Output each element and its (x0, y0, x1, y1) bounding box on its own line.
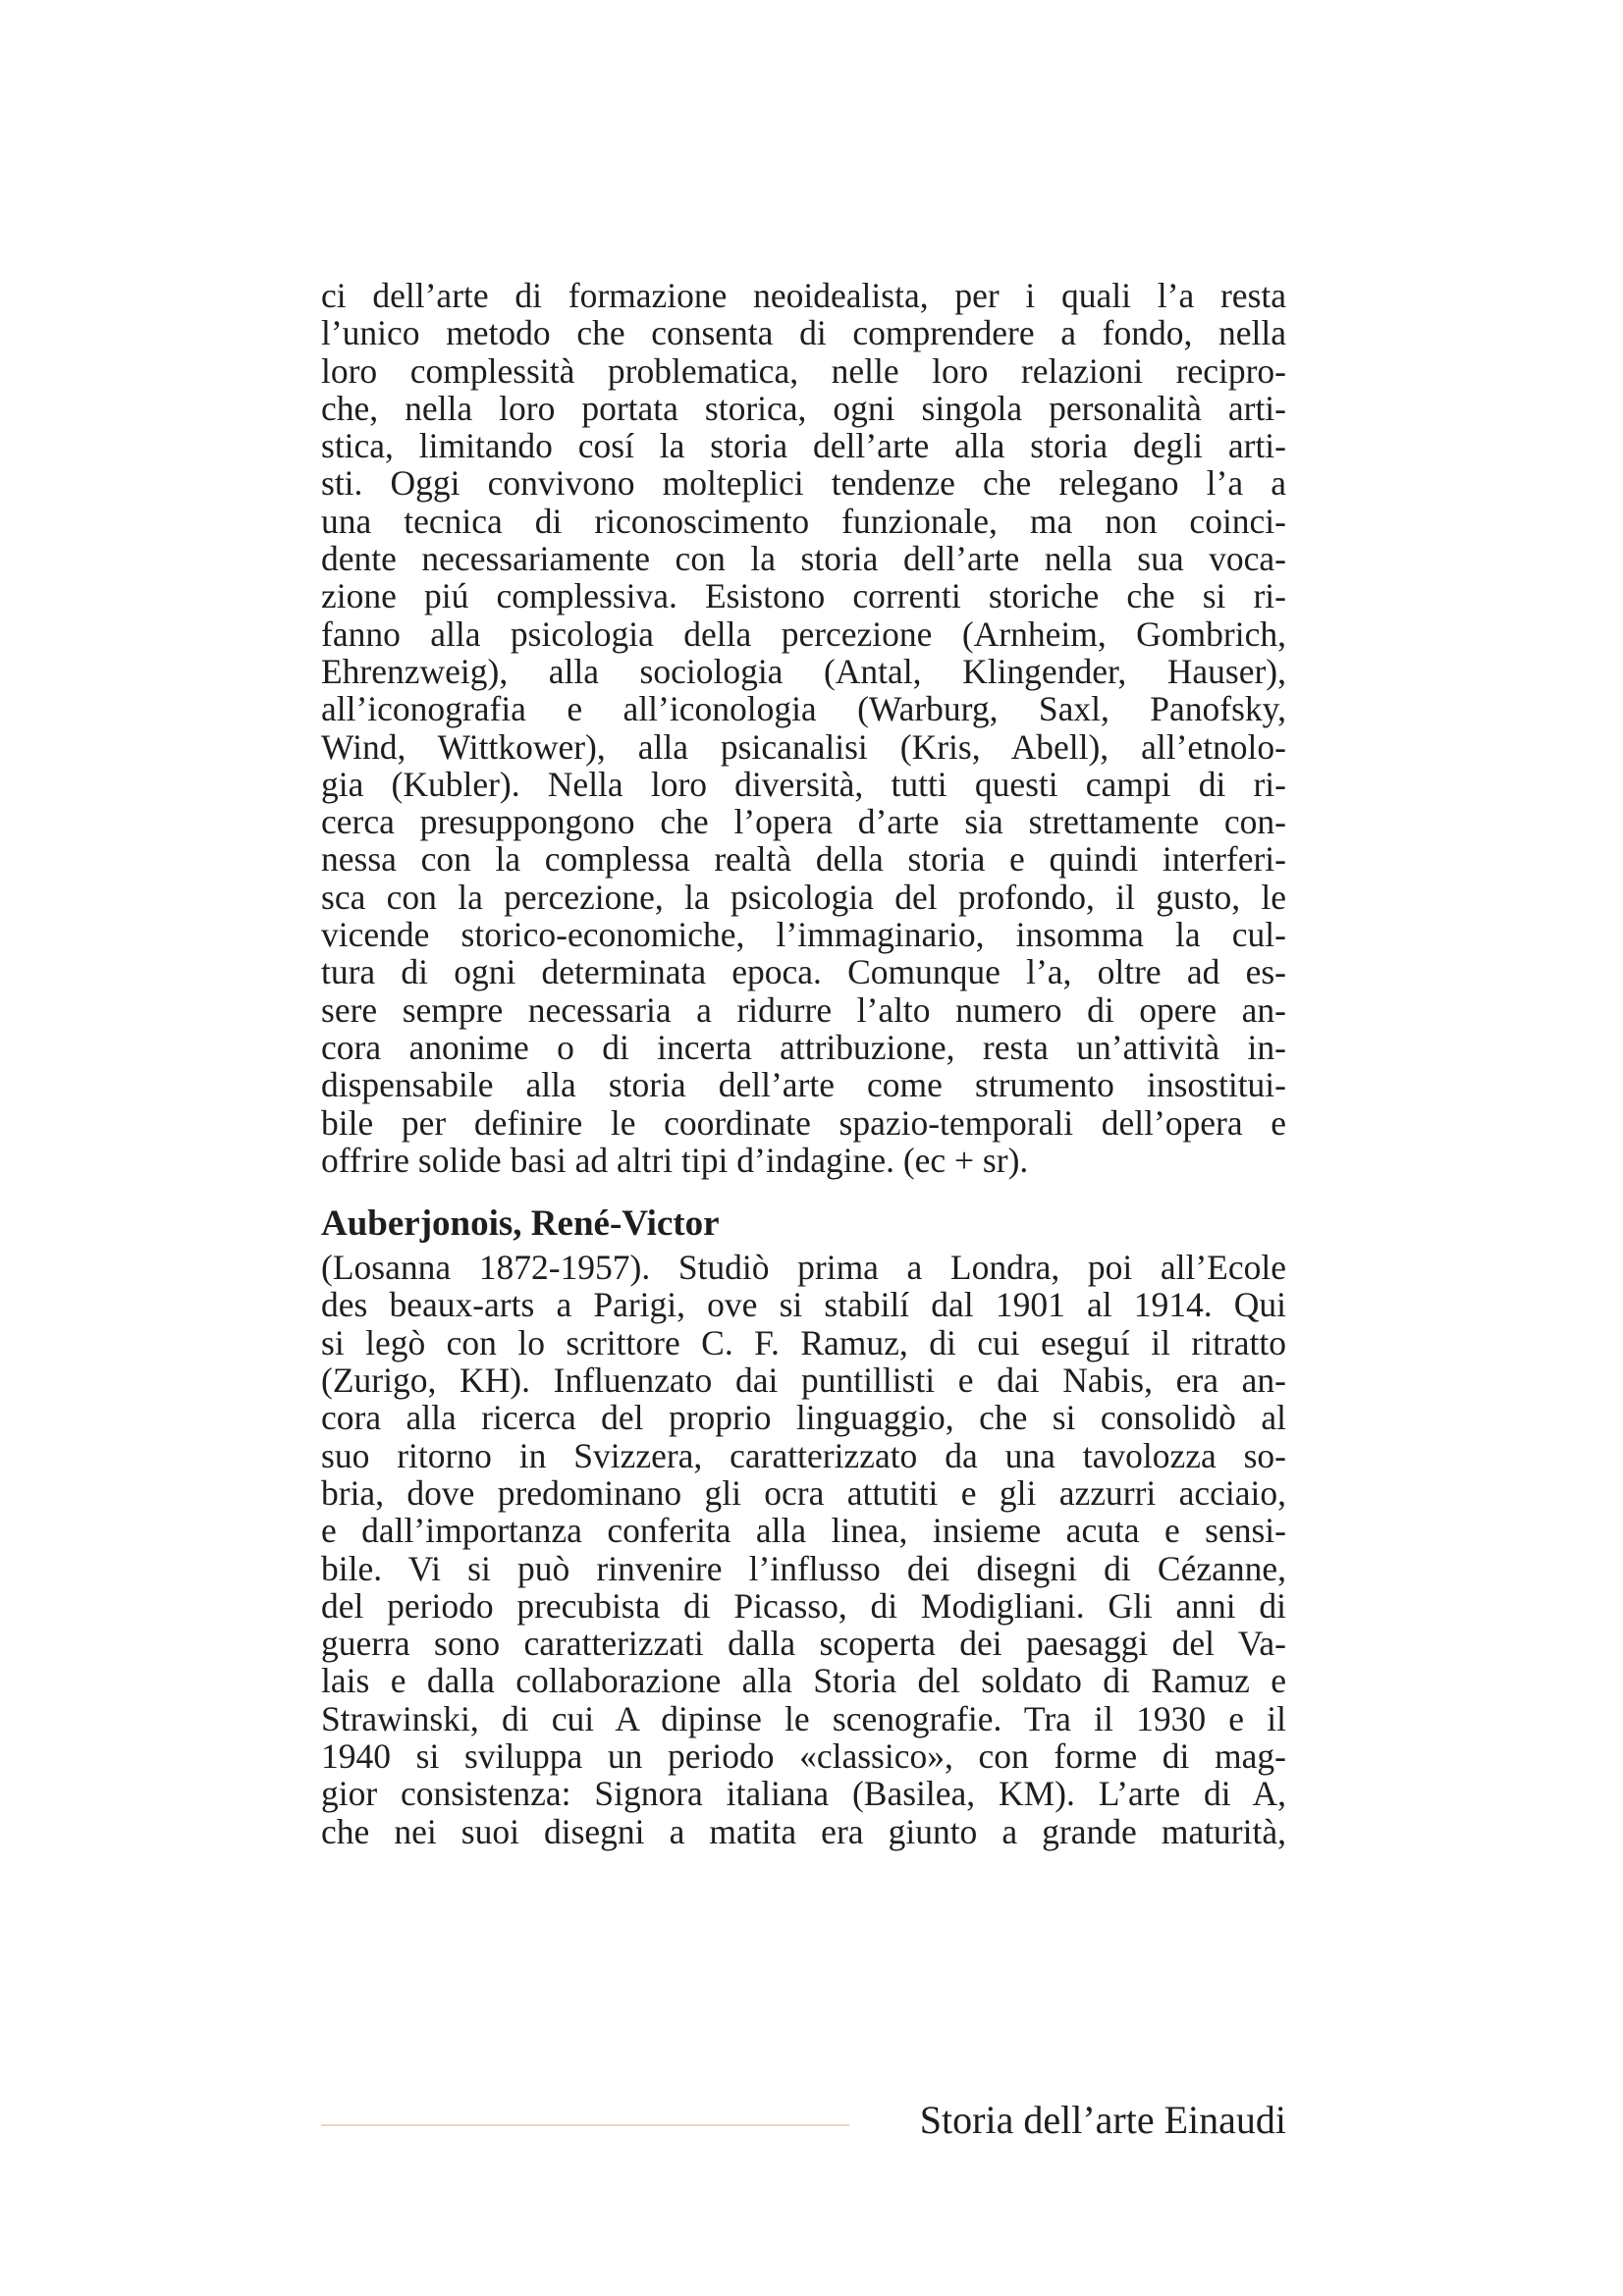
text-line: bria, dove predominano gli ocra attutiti e gli azzurri acciaio, (321, 1472, 1286, 1513)
text-line: des beaux-arts a Parigi, ove si stabilí dal 1901 al 1914. Qui (321, 1285, 1286, 1325)
text-line: zione piú complessiva. Esistono correnti storiche che si ri- (321, 576, 1286, 616)
text-line: si legò con lo scrittore C. F. Ramuz, di cui eseguí il ritratto (321, 1322, 1286, 1362)
entry-heading: Auberjonois, René-Victor (321, 1203, 720, 1245)
text-line: che nei suoi disegni a matita era giunto a grande maturità, (321, 1811, 1286, 1851)
text-line: gia (Kubler). Nella loro diversità, tutti questi campi di ri- (321, 764, 1286, 804)
text-line: sere sempre necessaria a ridurre l’alto numero di opere an- (321, 989, 1286, 1030)
text-line: dispensabile alla storia dell’arte come strumento insostitui- (321, 1065, 1286, 1105)
text-line: dente necessariamente con la storia dell’arte nella sua voca- (321, 539, 1286, 579)
footer-rule (321, 2124, 849, 2126)
text-line: che, nella loro portata storica, ogni singola personalità arti- (321, 388, 1286, 428)
text-line: bile per definire le coordinate spazio-temporali dell’opera e (321, 1102, 1286, 1143)
text-line: gior consistenza: Signora italiana (Basilea, KM). L’arte di A, (321, 1774, 1286, 1814)
text-line: e dall’importanza conferita alla linea, insieme acuta e sensi- (321, 1511, 1286, 1551)
text-line: (Zurigo, KH). Influenzato dai puntillisti e dai Nabis, era an- (321, 1361, 1286, 1401)
text-line: guerra sono caratterizzati dalla scoperta dei paesaggi del Va- (321, 1624, 1286, 1664)
text-line: Wind, Wittkower), alla psicanalisi (Kris, Abell), all’etnolo- (321, 726, 1286, 767)
text-line: offrire solide basi ad altri tipi d’indagine. (ec + sr). (321, 1140, 1029, 1180)
text-line: sti. Oggi convivono molteplici tendenze che relegano l’a a (321, 463, 1286, 504)
text-line: (Losanna 1872-1957). Studiò prima a Londra, poi all’Ecole (321, 1248, 1286, 1288)
entry-paragraph (321, 1249, 1286, 1850)
text-line: cora alla ricerca del proprio linguaggio, che si consolidò al (321, 1398, 1286, 1438)
text-line: stica, limitando cosí la storia dell’arte alla storia degli arti- (321, 426, 1286, 466)
text-line: sca con la percezione, la psicologia del profondo, il gusto, le (321, 877, 1286, 917)
text-line: loro complessità problematica, nelle loro relazioni recipro- (321, 350, 1286, 391)
text-line: suo ritorno in Svizzera, caratterizzato da una tavolozza so- (321, 1435, 1286, 1475)
text-line: vicende storico-economiche, l’immaginario, insomma la cul- (321, 915, 1286, 955)
text-line: cora anonime o di incerta attribuzione, resta un’attività in- (321, 1027, 1286, 1067)
text-column (321, 277, 1286, 1850)
text-line: nessa con la complessa realtà della storia e quindi interferi- (321, 839, 1286, 880)
page-footer (321, 2091, 1286, 2150)
text-line: del periodo precubista di Picasso, di Modigliani. Gli anni di (321, 1585, 1286, 1626)
text-line: una tecnica di riconoscimento funzionale, ma non coinci- (321, 501, 1286, 541)
text-line: bile. Vi si può rinvenire l’influsso dei disegni di Cézanne, (321, 1548, 1286, 1588)
text-line: ci dell’arte di formazione neoidealista, per i quali l’a resta (321, 276, 1286, 315)
text-line: Strawinski, di cui A dipinse le scenografie. Tra il 1930 e il (321, 1698, 1286, 1738)
text-line: all’iconografia e all’iconologia (Warburg, Saxl, Panofsky, (321, 689, 1286, 729)
text-line: lais e dalla collaborazione alla Storia del soldato di Ramuz e (321, 1661, 1286, 1701)
text-line: fanno alla psicologia della percezione (Arnheim, Gombrich, (321, 614, 1286, 654)
text-line: 1940 si sviluppa un periodo «classico», con forme di mag- (321, 1735, 1286, 1776)
continuation-paragraph (321, 277, 1286, 1179)
text-line: tura di ogni determinata epoca. Comunque l’a, oltre ad es- (321, 952, 1286, 992)
text-line: l’unico metodo che consenta di comprendere a fondo, nella (321, 313, 1286, 353)
footer-title: Storia dell’arte Einaudi (919, 2098, 1286, 2142)
text-line: Ehrenzweig), alla sociologia (Antal, Klingender, Hauser), (321, 651, 1286, 691)
text-line: cerca presuppongono che l’opera d’arte sia strettamente con- (321, 802, 1286, 842)
